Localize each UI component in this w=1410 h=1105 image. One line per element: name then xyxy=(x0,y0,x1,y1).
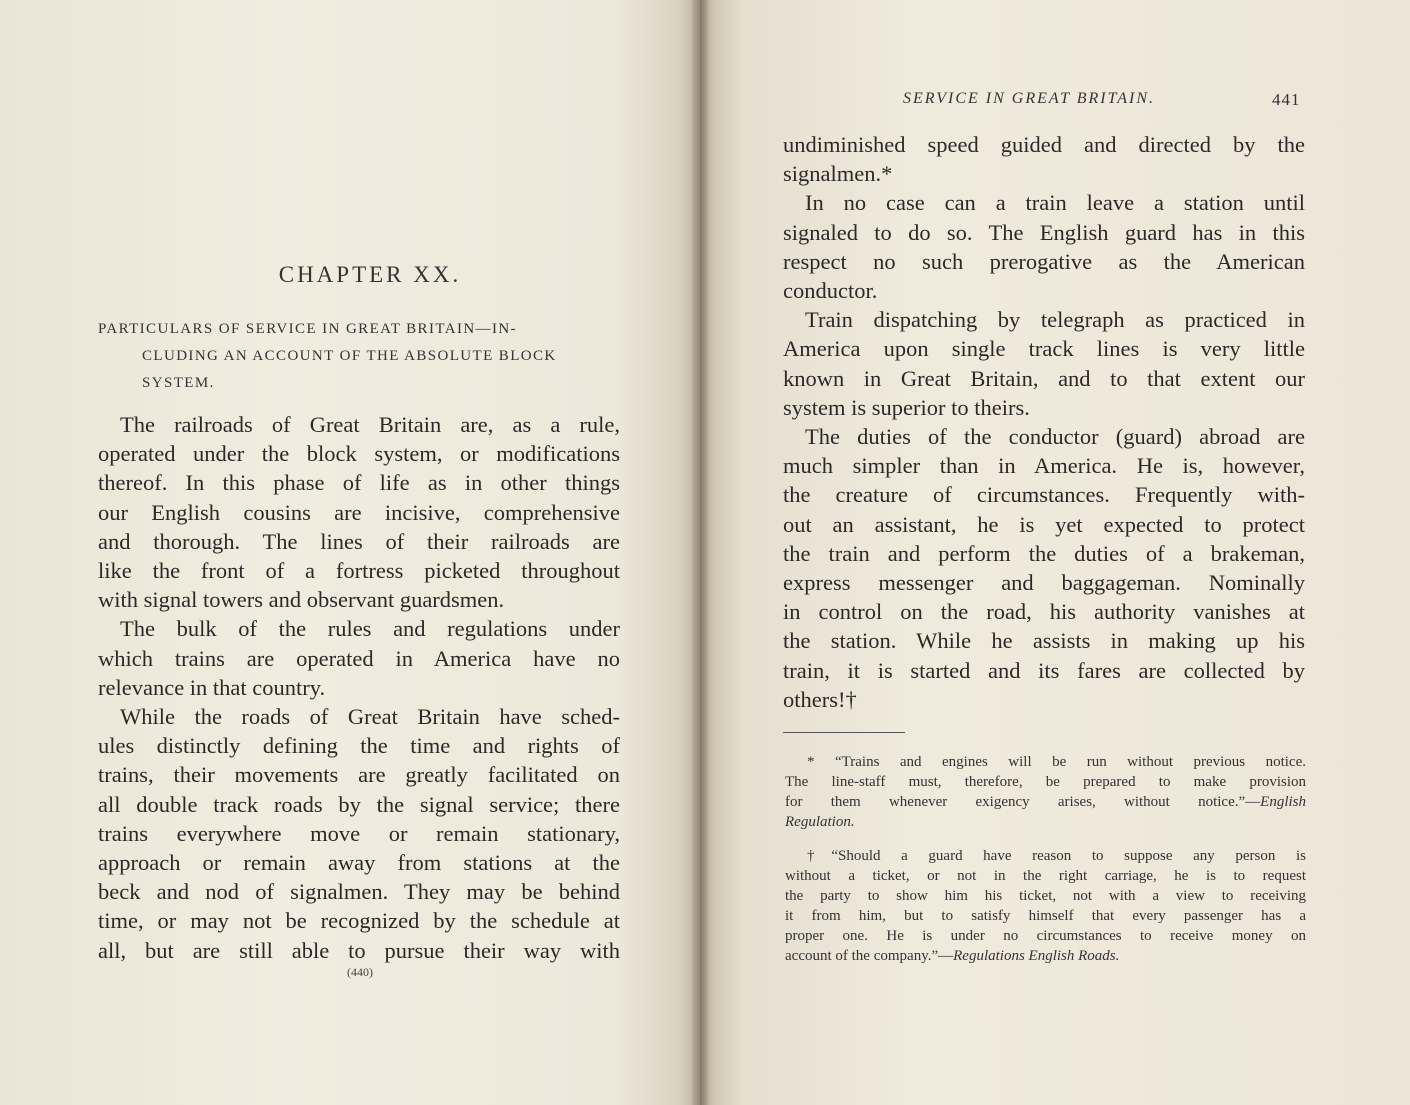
text-line: undiminished speed guided and directed by the xyxy=(783,132,1305,157)
footnote-line: †“Should a guard have reason to suppose any person is xyxy=(807,848,1306,864)
text-line: with signal towers and observant guardsmen. xyxy=(98,587,505,613)
footnote-line: proper one. He is under no circumstances to receive money on xyxy=(785,928,1306,944)
text-line: like the front of a fortress picketed throughout xyxy=(98,558,620,584)
running-head: SERVICE IN GREAT BRITAIN. xyxy=(903,90,1156,107)
text-line: relevance in that country. xyxy=(98,674,326,700)
text-line: express messenger and baggageman. Nominally xyxy=(783,570,1305,596)
footnote-line: The line-staff must, therefore, be prepared to make provision xyxy=(785,774,1306,790)
text-line: signalmen.* xyxy=(783,161,893,187)
footnote-line: * “Trains and engines will be run without previous notice. xyxy=(807,754,1306,770)
text-line: conductor. xyxy=(783,278,878,304)
text-line: respect no such prerogative as the American xyxy=(783,248,1305,274)
text-line: While the roads of Great Britain have sched- xyxy=(120,704,620,730)
text-line: thereof. In this phase of life as in other things xyxy=(98,470,620,496)
footnote-line xyxy=(785,792,1306,812)
text-line: which trains are operated in America have no xyxy=(98,645,620,671)
text-line: operated under the block system, or modifications xyxy=(98,441,620,467)
footnote-text: account of the company.”— xyxy=(785,948,954,964)
text-line: the creature of circumstances. Frequently with- xyxy=(783,482,1305,508)
text-line: in control on the road, his authority vanishes at xyxy=(783,599,1305,625)
footnote-text: for them whenever exigency arises, without notice.”— xyxy=(785,794,1261,810)
footnote-line: the party to show him his ticket, not with a view to receiving xyxy=(785,888,1306,904)
text-line: approach or remain away from stations at the xyxy=(98,850,620,876)
footnote xyxy=(785,846,1306,966)
text-line: time, or may not be recognized by the schedule at xyxy=(98,908,620,934)
chapter-subtitle-line: SYSTEM. xyxy=(142,375,215,391)
text-line: The duties of the conductor (guard) abroad are xyxy=(805,424,1305,450)
text-line: all, but are still able to pursue their way with xyxy=(98,937,620,963)
footnote-source: Regulations English Roads. xyxy=(953,948,1120,964)
paragraph xyxy=(783,188,1305,305)
text-line: others!† xyxy=(783,686,857,712)
text-line: much simpler than in America. He is, however, xyxy=(783,453,1305,479)
right-body-text xyxy=(783,130,1305,714)
text-line: our English cousins are incisive, comprehensive xyxy=(98,499,620,525)
text-line: known in Great Britain, and to that extent our xyxy=(783,365,1305,391)
footnote-line xyxy=(785,946,1306,966)
footnotes xyxy=(785,752,1306,980)
text-line: all double track roads by the signal service; there xyxy=(98,791,620,817)
footnote xyxy=(785,752,1306,832)
text-line: trains, their movements are greatly facilitated on xyxy=(98,762,620,788)
chapter-subtitle-line: PARTICULARS OF SERVICE IN GREAT BRITAIN—IN- xyxy=(98,321,518,337)
text-line: The railroads of Great Britain are, as a rule, xyxy=(120,412,620,437)
book-gutter xyxy=(692,0,708,1105)
footnote-line: without a ticket, or not in the right carriage, he is to request xyxy=(785,868,1306,884)
paragraph xyxy=(783,130,1305,188)
text-line: out an assistant, he is yet expected to protect xyxy=(783,511,1305,537)
text-line: In no case can a train leave a station until xyxy=(805,190,1305,216)
text-line: trains everywhere move or remain stationary, xyxy=(98,820,620,846)
paragraph xyxy=(783,422,1305,714)
footnote-line: it from him, but to satisfy himself that every passenger has a xyxy=(785,908,1306,924)
footnote-source: English xyxy=(1260,794,1306,810)
paragraph xyxy=(98,614,620,702)
paragraph xyxy=(98,410,620,614)
text-line: the train and perform the duties of a brakeman, xyxy=(783,540,1305,566)
text-line: train, it is started and its fares are collected by xyxy=(783,657,1305,683)
text-line: signaled to do so. The English guard has in this xyxy=(783,219,1305,245)
chapter-title: CHAPTER XX. xyxy=(278,262,462,287)
paragraph xyxy=(783,305,1305,422)
text-line: beck and nod of signalmen. They may be behind xyxy=(98,879,620,905)
page-folio: (440) xyxy=(347,965,373,979)
paragraph xyxy=(98,702,620,965)
text-line: and thorough. The lines of their railroads are xyxy=(98,528,620,554)
footnote-rule xyxy=(783,732,905,733)
text-line: Train dispatching by telegraph as practiced in xyxy=(805,307,1305,333)
text-line: system is superior to theirs. xyxy=(783,394,1030,420)
page-number: 441 xyxy=(1272,90,1301,109)
chapter-subtitle-line: CLUDING AN ACCOUNT OF THE ABSOLUTE BLOCK xyxy=(142,348,557,364)
chapter-subtitle xyxy=(98,316,620,397)
text-line: the station. While he assists in making up his xyxy=(783,628,1305,654)
text-line: The bulk of the rules and regulations under xyxy=(120,616,620,642)
left-body-text xyxy=(98,410,620,965)
footnote-source: Regulation. xyxy=(785,814,855,830)
text-line: ules distinctly defining the time and rights of xyxy=(98,733,620,759)
text-line: America upon single track lines is very little xyxy=(783,336,1305,362)
